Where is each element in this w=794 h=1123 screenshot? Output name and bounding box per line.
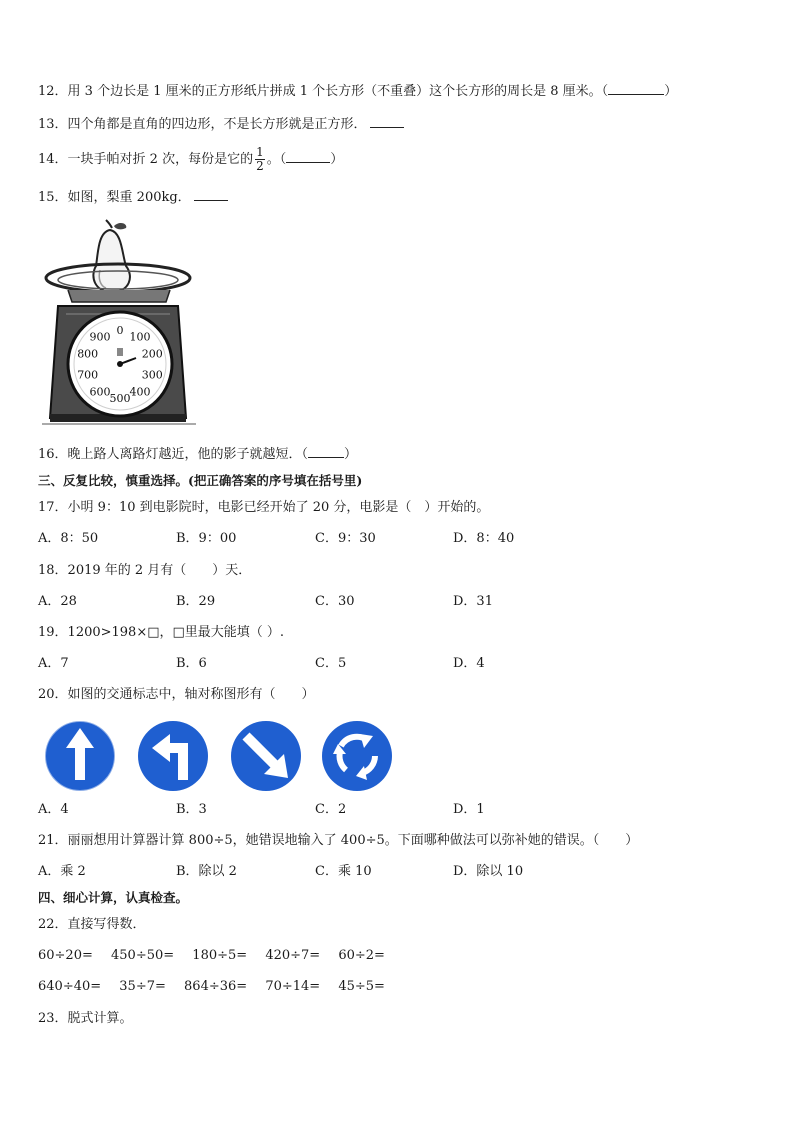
traffic-signs bbox=[40, 716, 400, 796]
question-23: 23．脱式计算。 bbox=[38, 1011, 133, 1026]
pear-icon bbox=[93, 220, 130, 292]
option-a[interactable]: A．7 bbox=[38, 656, 69, 671]
question-15: 15．如图，梨重 200kg． bbox=[38, 188, 228, 207]
calc-item: 60÷2= bbox=[338, 948, 385, 963]
option-a[interactable]: A．4 bbox=[38, 802, 69, 817]
scale-illustration bbox=[40, 218, 200, 428]
question-16: 16．晚上路人离路灯越近，他的影子就越短．（ ） bbox=[38, 447, 358, 462]
question-21: 21．丽丽想用计算器计算 800÷5，她错误地输入了 400÷5。下面哪种做法可以弥补她的错误。（ ） bbox=[38, 833, 639, 848]
question-17: 17．小明 9：10 到电影院时，电影已经开始了 20 分，电影是（ ）开始的。 bbox=[38, 500, 490, 515]
option-b[interactable]: B．3 bbox=[176, 802, 207, 817]
dial-label: 700 bbox=[77, 368, 99, 382]
dial-label: 500 bbox=[109, 392, 131, 405]
calc-row-1 bbox=[38, 947, 399, 965]
question-12: 12．用 3 个边长是 1 厘米的正方形纸片拼成 1 个长方形（不重叠）这个长方形的周长是 8 厘米。（ ） bbox=[38, 84, 678, 99]
dial-label: 300 bbox=[141, 368, 163, 382]
dial-label: 200 bbox=[141, 347, 163, 361]
question-20: 20．如图的交通标志中，轴对称图形有（ ） bbox=[38, 687, 315, 702]
calc-item: 60÷20= bbox=[38, 948, 93, 963]
option-c[interactable]: C．30 bbox=[315, 594, 355, 609]
option-a[interactable]: A．乘 2 bbox=[38, 864, 86, 879]
option-c[interactable]: C．乘 10 bbox=[315, 864, 372, 879]
calc-item: 420÷7= bbox=[265, 948, 321, 963]
calc-item: 45÷5= bbox=[338, 979, 385, 994]
option-c[interactable]: C．9：30 bbox=[315, 531, 376, 546]
answer-blank[interactable] bbox=[608, 82, 664, 95]
diagonal-arrow-sign-icon bbox=[231, 721, 301, 791]
option-b[interactable]: B．29 bbox=[176, 594, 216, 609]
option-d[interactable]: D．除以 10 bbox=[453, 864, 524, 879]
calc-item: 640÷40= bbox=[38, 979, 102, 994]
dial-label: 800 bbox=[77, 347, 99, 361]
fraction: $\frac{1}{2}$ bbox=[256, 145, 264, 173]
left-turn-sign-icon bbox=[138, 721, 208, 791]
option-d[interactable]: D．1 bbox=[453, 802, 485, 817]
question-13: 13．四个角都是直角的四边形，不是长方形就是正方形． bbox=[38, 115, 404, 134]
option-c[interactable]: C．2 bbox=[315, 802, 347, 817]
option-a[interactable]: A．8：50 bbox=[38, 531, 99, 546]
calc-item: 864÷36= bbox=[184, 979, 248, 994]
option-a[interactable]: A．28 bbox=[38, 594, 77, 609]
calc-item: 180÷5= bbox=[192, 948, 248, 963]
answer-blank[interactable] bbox=[308, 445, 344, 458]
dial-label: 600 bbox=[89, 385, 111, 399]
answer-blank[interactable] bbox=[370, 115, 404, 128]
option-b[interactable]: B．除以 2 bbox=[176, 864, 237, 879]
calc-row-2 bbox=[38, 978, 399, 996]
calc-item: 35÷7= bbox=[119, 979, 166, 994]
section-3-heading: 三、反复比较，慎重选择。(把正确答案的序号填在括号里) bbox=[38, 473, 363, 488]
option-d[interactable]: D．8：40 bbox=[453, 531, 515, 546]
question-19: 19．1200>198×□，□里最大能填（ ）. bbox=[38, 625, 285, 640]
question-14: 14．一块手帕对折 2 次，每份是它的 $\frac{1}{2}$ 。（ ） bbox=[38, 145, 344, 173]
answer-blank[interactable] bbox=[286, 150, 330, 163]
roundabout-sign-icon bbox=[322, 721, 392, 791]
answer-blank[interactable] bbox=[194, 188, 228, 201]
question-18: 18．2019 年的 2 月有（ ）天． bbox=[38, 563, 252, 578]
dial-label: 0 bbox=[116, 324, 124, 337]
question-22: 22．直接写得数． bbox=[38, 917, 146, 932]
calc-item: 450÷50= bbox=[111, 948, 175, 963]
option-b[interactable]: B．9：00 bbox=[176, 531, 237, 546]
section-4-heading: 四、细心计算，认真检查。 bbox=[38, 890, 189, 905]
option-d[interactable]: D．4 bbox=[453, 656, 485, 671]
option-c[interactable]: C．5 bbox=[315, 656, 347, 671]
option-b[interactable]: B．6 bbox=[176, 656, 207, 671]
dial-label: 900 bbox=[89, 330, 111, 344]
calc-item: 70÷14= bbox=[265, 979, 321, 994]
option-d[interactable]: D．31 bbox=[453, 594, 493, 609]
dial-label: 100 bbox=[129, 330, 151, 344]
straight-arrow-sign-icon bbox=[45, 721, 115, 791]
dial-label: 400 bbox=[129, 385, 151, 399]
